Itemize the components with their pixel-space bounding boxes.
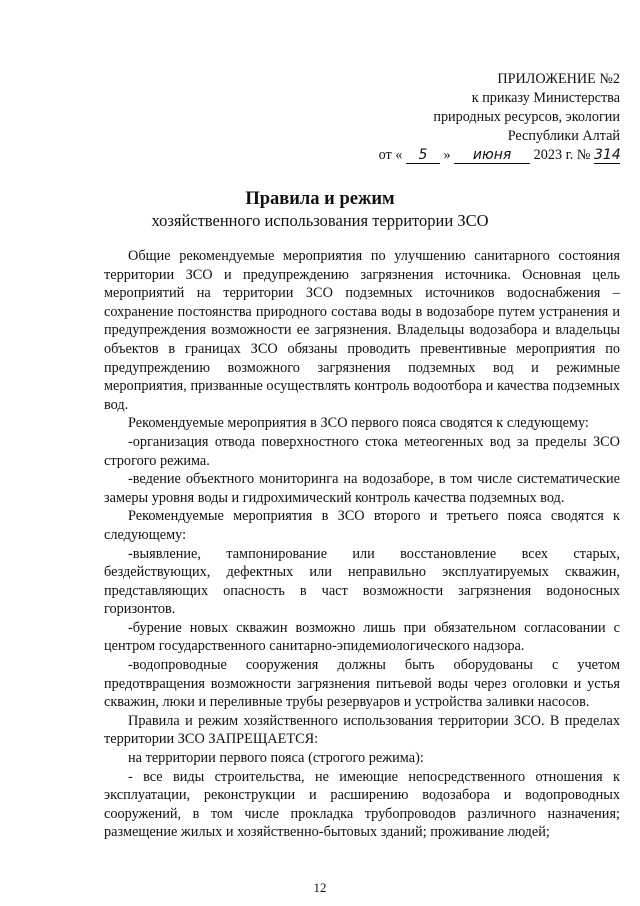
paragraph-first-belt-item-1: -организация отвода поверхностного стока метеогенных вод за пределы ЗСО строгого режима. xyxy=(104,433,620,469)
page-number: 12 xyxy=(313,880,327,895)
date-prefix: от « xyxy=(378,147,403,163)
paragraph-second-third-item-2: -бурение новых скважин возможно лишь при обязательном согласовании с центром государственного санитарно-эпидемиологического надзора. xyxy=(104,619,620,655)
paragraph-second-third-belt-intro: Рекомендуемые мероприятия в ЗСО второго и третьего пояса сводятся к следующему: xyxy=(104,508,620,543)
ministry-name: природных ресурсов, экологии xyxy=(433,109,620,125)
order-reference: к приказу Министерства xyxy=(471,90,620,106)
republic-name: Республики Алтай xyxy=(507,128,620,144)
paragraph-first-belt-item-2: -ведение объектного мониторинга на водозаборе, в том числе систематические замеры уровня воды и гидрохимический контроль качества подземных вод. xyxy=(104,471,620,506)
document-body xyxy=(104,247,620,842)
handwritten-order-number: 314 xyxy=(594,147,621,163)
paragraph-second-third-item-1: -выявление, тампонирование или восстановление всех старых, бездействующих, дефектных или неправильно эксплуатируемых скважин, представляющих опасность в част возможности загрязнения водоносных горизонтов. xyxy=(104,545,620,618)
paragraph-prohibitions-intro: Правила и режим хозяйственного использования территории ЗСО. В пределах территории ЗСО ЗАПРЕЩАЕТСЯ: xyxy=(104,712,620,748)
paragraph-second-third-item-3: -водопроводные сооружения должны быть оборудованы с учетом предотвращения возможности загрязнения питьевой воды через оголовки и устья скважин, люки и переливные трубы резервуаров и устройства заливки насосов. xyxy=(104,657,620,711)
paragraph-first-belt-intro: Рекомендуемые мероприятия в ЗСО первого пояса сводятся к следующему: xyxy=(128,415,589,432)
handwritten-month: июня xyxy=(454,148,530,164)
date-mid: » xyxy=(443,147,451,163)
document-title: Правила и режим xyxy=(245,189,395,209)
document-subtitle: хозяйственного использования территории ЗСО xyxy=(151,211,489,230)
paragraph-first-belt-regime: на территории первого пояса (строгого режима): xyxy=(128,750,424,767)
handwritten-day: 5 xyxy=(406,148,440,164)
date-year: 2023 г. № xyxy=(533,147,591,163)
paragraph-general: Общие рекомендуемые мероприятия по улучшению санитарного состояния территории ЗСО и предупреждению загрязнения источника. Основная цель мероприятий на территории ЗСО подземных источников водоснабжения – сохранение постоянства природного состава воды в водозаборе путем устранения и предупреждения возможности ее загрязнения. Владельцы водозабора и владельцы объектов в границах ЗСО обязаны проводить превентивные мероприятия по предупреждению возможного загрязнения подземных вод и режимные мероприятия, призванные осуществлять контроль водоотбора и качества подземных вод. xyxy=(104,248,620,413)
paragraph-prohibition-item-1: - все виды строительства, не имеющие непосредственного отношения к эксплуатации, реконструкции и расширению водозабора и водопроводных сооружений, в том числе прокладка трубопроводов различного назначения; размещение жилых и хозяйственно-бытовых зданий; проживание людей; xyxy=(104,768,620,841)
appendix-header xyxy=(379,70,620,165)
appendix-number: ПРИЛОЖЕНИЕ №2 xyxy=(497,71,620,87)
order-date-line xyxy=(379,146,620,165)
